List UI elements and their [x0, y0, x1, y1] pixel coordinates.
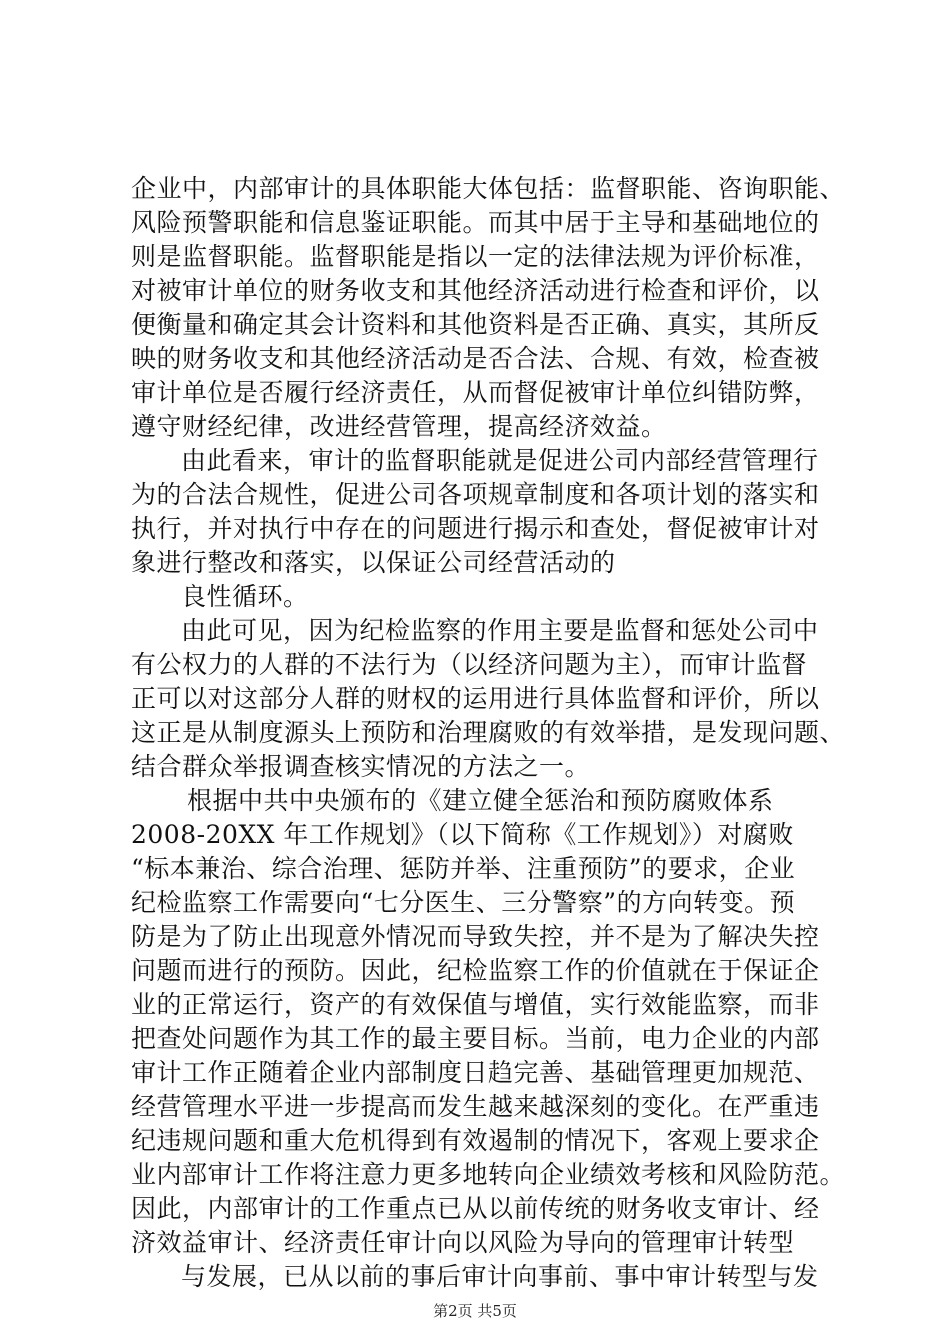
text-line: 业内部审计工作将注意力更多地转向企业绩效考核和风险防范。 [131, 1160, 846, 1189]
text-line: 因此，内部审计的工作重点已从以前传统的财务收支审计、经 [131, 1194, 820, 1223]
text-line: 经营管理水平进一步提高而发生越来越深刻的变化。在严重违 [131, 1092, 820, 1121]
text-line: 遵守财经纪律，改进经营管理，提高经济效益。 [131, 412, 667, 441]
text-line: 2008-20XX 年工作规划》（以下简称《工作规划》）对腐败 [131, 820, 794, 849]
text-line: 业的正常运行，资产的有效保值与增值，实行效能监察，而非 [131, 990, 820, 1019]
text-line: 纪检监察工作需要向“七分医生、三分警察”的方向转变。预 [131, 888, 796, 917]
text-line: 审计工作正随着企业内部制度日趋完善、基础管理更加规范、 [131, 1058, 820, 1087]
text-line: 与发展，已从以前的事后审计向事前、事中审计转型与发 [181, 1262, 819, 1291]
text-line: 由此可见，因为纪检监察的作用主要是监督和惩处公司中 [181, 616, 819, 645]
text-line: 良性循环。 [181, 582, 309, 611]
text-line: 审计单位是否履行经济责任，从而督促被审计单位纠错防弊， [131, 378, 820, 407]
text-line: 为的合法合规性，促进公司各项规章制度和各项计划的落实和 [131, 480, 820, 509]
text-line: 风险预警职能和信息鉴证职能。而其中居于主导和基础地位的 [131, 208, 820, 237]
text-line: 有公权力的人群的不法行为（以经济问题为主），而审计监督 [131, 650, 808, 679]
text-line: 则是监督职能。监督职能是指以一定的法律法规为评价标准， [131, 242, 820, 271]
text-line: 由此看来，审计的监督职能就是促进公司内部经营管理行 [181, 446, 819, 475]
text-line: 这正是从制度源头上预防和治理腐败的有效举措，是发现问题、 [131, 718, 846, 747]
text-line: 企业中，内部审计的具体职能大体包括：监督职能、咨询职能、 [131, 174, 846, 203]
text-line: 执行，并对执行中存在的问题进行揭示和查处，督促被审计对 [131, 514, 820, 543]
text-line: “标本兼治、综合治理、惩防并举、注重预防”的要求，企业 [131, 854, 796, 883]
text-line: 把查处问题作为其工作的最主要目标。当前，电力企业的内部 [131, 1024, 820, 1053]
text-line: 对被审计单位的财务收支和其他经济活动进行检查和评价，以 [131, 276, 820, 305]
text-line: 映的财务收支和其他经济活动是否合法、合规、有效，检查被 [131, 344, 820, 373]
text-line: 纪违规问题和重大危机得到有效遏制的情况下，客观上要求企 [131, 1126, 820, 1155]
text-line: 象进行整改和落实，以保证公司经营活动的 [131, 548, 616, 577]
page-number-footer: 第2页 共5页 [433, 1302, 517, 1320]
text-line: 根据中共中央颁布的《建立健全惩治和预防腐败体系 [187, 786, 774, 815]
text-line: 防是为了防止出现意外情况而导致失控，并不是为了解决失控 [131, 922, 820, 951]
text-line: 正可以对这部分人群的财权的运用进行具体监督和评价，所以 [131, 684, 820, 713]
text-line: 问题而进行的预防。因此，纪检监察工作的价值就在于保证企 [131, 956, 820, 985]
text-line: 便衡量和确定其会计资料和其他资料是否正确、真实，其所反 [131, 310, 820, 339]
text-line: 结合群众举报调查核实情况的方法之一。 [131, 752, 591, 781]
text-line: 济效益审计、经济责任审计向以风险为导向的管理审计转型 [131, 1228, 795, 1257]
